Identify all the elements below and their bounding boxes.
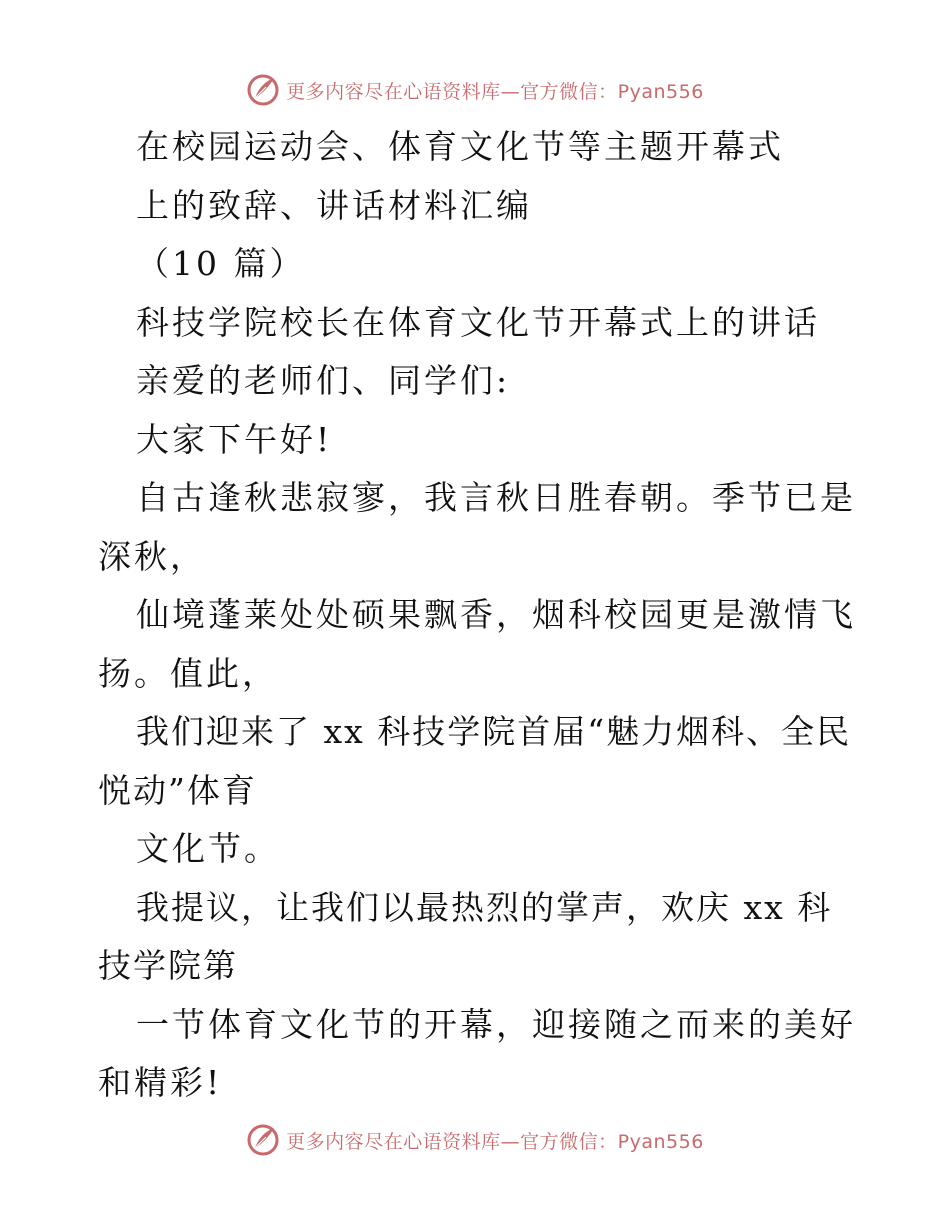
watermark-text: 更多内容尽在心语资料库—官方微信：Pyan556 xyxy=(286,80,704,103)
paragraph: 科技学院校长在体育文化节开幕式上的讲话 xyxy=(136,302,820,342)
watermark-text: 更多内容尽在心语资料库—官方微信：Pyan556 xyxy=(286,1130,704,1153)
paragraph: （10 篇） xyxy=(136,244,306,283)
red-feather-logo-icon xyxy=(246,1123,280,1157)
paragraph: 大家下午好! xyxy=(136,419,333,459)
paragraph: 文化节。 xyxy=(136,829,280,868)
document-body xyxy=(98,118,858,1113)
paragraph: 在校园运动会、体育文化节等主题开幕式 xyxy=(136,127,784,166)
footer-watermark-banner xyxy=(0,1120,950,1160)
paragraph: 我提议，让我们以最热烈的掌声，欢庆 xx 科技学院第 xyxy=(98,887,833,985)
paragraph: 自古逢秋悲寂寥，我言秋日胜春朝。季节已是深秋， xyxy=(98,478,856,576)
paragraph: 上的致辞、讲话材料汇编 xyxy=(136,185,532,225)
header-watermark-banner xyxy=(0,70,950,110)
paragraph: 一节体育文化节的开幕，迎接随之而来的美好和精彩! xyxy=(98,1004,856,1102)
paragraph: 亲爱的老师们、同学们: xyxy=(136,361,511,400)
red-feather-logo-icon xyxy=(246,73,280,107)
paragraph: 仙境蓬莱处处硕果飘香，烟科校园更是激情飞扬。值此， xyxy=(98,595,856,693)
paragraph: 我们迎来了 xx 科技学院首届“魅力烟科、全民悦动”体育 xyxy=(98,712,852,810)
